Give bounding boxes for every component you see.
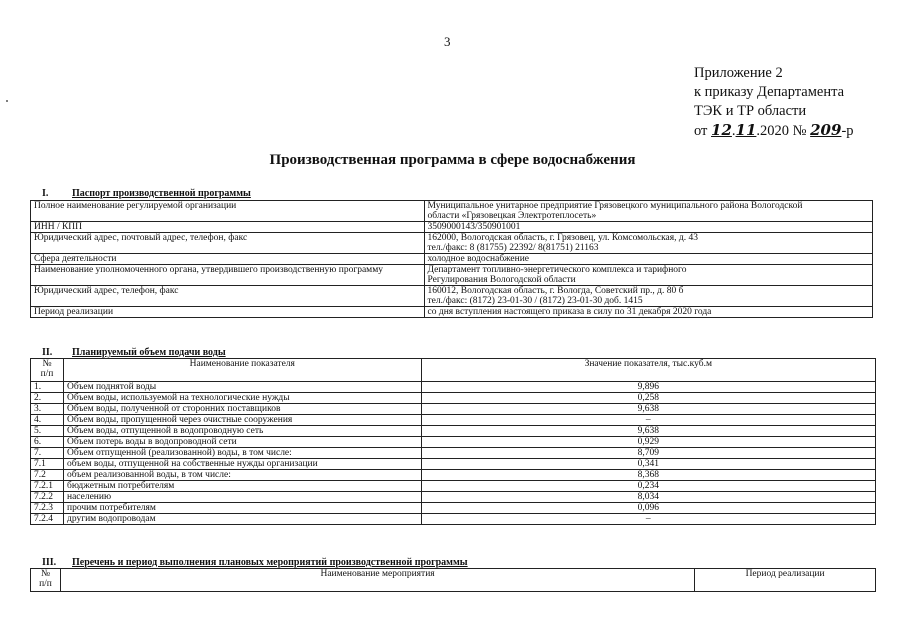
- row-value: –: [421, 415, 875, 426]
- table-row: [31, 286, 873, 307]
- passport-value-line1: 162000, Вологодская область, г. Грязовец, ул. Комсомольская, д. 43: [427, 233, 698, 243]
- passport-value: [424, 233, 872, 254]
- table-row: [31, 459, 876, 470]
- row-number: 6.: [31, 437, 64, 448]
- section-1-heading: [42, 188, 251, 199]
- row-name: другим водопроводам: [63, 514, 421, 525]
- passport-value-line2: тел./факс: (8172) 23-01-30 / (8172) 23-01-30 доб. 1415: [427, 296, 643, 306]
- table-row: [31, 404, 876, 415]
- table-row: [31, 503, 876, 514]
- passport-value: [424, 265, 872, 286]
- passport-value-line1: со дня вступления настоящего приказа в силу по 31 декабря 2020 года: [427, 307, 712, 317]
- table-row: [31, 514, 876, 525]
- table-row: [31, 254, 873, 265]
- date-prefix: от: [694, 123, 708, 139]
- header-num-line2: п/п: [40, 369, 54, 379]
- table-row: [31, 448, 876, 459]
- header-name: Наименование показателя: [63, 359, 421, 382]
- header-value: Значение показателя, тыс.куб.м: [421, 359, 875, 382]
- row-number: 7.2: [31, 470, 64, 481]
- passport-value: [424, 254, 872, 265]
- passport-value: [424, 222, 872, 233]
- passport-value: [424, 307, 872, 318]
- table-row: [31, 492, 876, 503]
- row-value: 0,096: [421, 503, 875, 514]
- row-name: Объем воды, используемой на технологические нужды: [63, 393, 421, 404]
- passport-label: Наименование уполномоченного органа, утвердившего производственную программу: [31, 265, 425, 286]
- row-value: 9,638: [421, 404, 875, 415]
- row-value: 8,034: [421, 492, 875, 503]
- passport-value-line1: 3509000143/350901001: [427, 222, 521, 232]
- row-name: Объем поднятой воды: [63, 382, 421, 393]
- section-1-title: Паспорт производственной программы: [72, 188, 251, 199]
- row-number: 7.2.1: [31, 481, 64, 492]
- passport-value-line2: тел./факс: 8 (81755) 22392/ 8(81751) 21163: [427, 243, 599, 253]
- row-value: 0,234: [421, 481, 875, 492]
- passport-value-line2: Регулирования Вологодской области: [427, 275, 576, 285]
- table-row: [31, 265, 873, 286]
- row-number: 7.2.3: [31, 503, 64, 514]
- header-num: [31, 569, 61, 592]
- passport-label: Период реализации: [31, 307, 425, 318]
- appendix-line-2: к приказу Департамента: [694, 84, 845, 100]
- row-name: объем реализованной воды, в том числе:: [63, 470, 421, 481]
- table-row: [31, 307, 873, 318]
- passport-table: [30, 200, 873, 318]
- appendix-order-line: от 12.11.2020 № 209-р: [694, 121, 854, 139]
- header-name: Наименование мероприятия: [60, 569, 694, 592]
- table-row: [31, 426, 876, 437]
- passport-value-line1: 160012, Вологодская область, г. Вологда, Советский пр., д. 80 б: [427, 286, 684, 296]
- section-2-number: II.: [42, 347, 53, 358]
- passport-label: Юридический адрес, почтовый адрес, телефон, факс: [31, 233, 425, 254]
- row-name: Объем воды, отпущенной в водопроводную сеть: [63, 426, 421, 437]
- handwritten-order-number: 209: [810, 121, 842, 139]
- row-value: –: [421, 514, 875, 525]
- header-num: [31, 359, 64, 382]
- header-num-line2: п/п: [39, 579, 52, 589]
- section-3-number: III.: [42, 557, 57, 568]
- row-value: 0,258: [421, 393, 875, 404]
- passport-value: [424, 201, 872, 222]
- section-1-number: I.: [42, 188, 49, 199]
- passport-value-line2: области «Грязовецкая Электротеплосеть»: [427, 211, 597, 221]
- row-value: 8,709: [421, 448, 875, 459]
- header-num-line1: №: [40, 569, 51, 579]
- row-name: бюджетным потребителям: [63, 481, 421, 492]
- table-row: [31, 201, 873, 222]
- row-name: прочим потребителям: [63, 503, 421, 514]
- document-title: Производственная программа в сфере водоснабжения: [269, 152, 636, 168]
- row-value: 0,929: [421, 437, 875, 448]
- appendix-line-1: Приложение 2: [694, 65, 783, 81]
- row-number: 7.1: [31, 459, 64, 470]
- table-row: [31, 481, 876, 492]
- row-value: 8,368: [421, 470, 875, 481]
- passport-value-line1: холодное водоснабжение: [427, 254, 529, 264]
- section-2-title: Планируемый объем подачи воды: [72, 347, 226, 358]
- table-row: [31, 470, 876, 481]
- table-header-row: [31, 359, 876, 382]
- passport-value-line1: Департамент топливно-энергетического комплекса и тарифного: [427, 265, 687, 275]
- row-number: 7.: [31, 448, 64, 459]
- passport-value: [424, 286, 872, 307]
- activities-table: [30, 568, 876, 592]
- row-number: 4.: [31, 415, 64, 426]
- header-period: Период реализации: [695, 569, 876, 592]
- passport-label: Юридический адрес, телефон, факс: [31, 286, 425, 307]
- row-name: объем воды, отпущенной на собственные нужды организации: [63, 459, 421, 470]
- section-2-heading: [42, 347, 226, 358]
- row-name: Объем воды, пропущенной через очистные сооружения: [63, 415, 421, 426]
- page-number: 3: [444, 34, 451, 49]
- row-number: 2.: [31, 393, 64, 404]
- table-row: [31, 233, 873, 254]
- scan-speck: [6, 100, 8, 102]
- row-number: 3.: [31, 404, 64, 415]
- passport-label: Полное наименование регулируемой организации: [31, 201, 425, 222]
- order-suffix: -р: [841, 123, 854, 139]
- table-row: [31, 222, 873, 233]
- row-name: Объем воды, полученной от сторонних поставщиков: [63, 404, 421, 415]
- handwritten-day: 12: [711, 121, 732, 139]
- header-num-line1: №: [42, 359, 52, 369]
- passport-label: ИНН / КПП: [31, 222, 425, 233]
- appendix-header: [694, 64, 854, 141]
- passport-value-line1: Муниципальное унитарное предприятие Грязовецкого муниципального района Вологодской: [427, 201, 803, 211]
- row-name: населению: [63, 492, 421, 503]
- table-row: [31, 382, 876, 393]
- row-value: 9,638: [421, 426, 875, 437]
- row-number: 5.: [31, 426, 64, 437]
- table-header-row: [31, 569, 876, 592]
- table-row: [31, 415, 876, 426]
- row-number: 1.: [31, 382, 64, 393]
- table-row: [31, 437, 876, 448]
- section-3-title: Перечень и период выполнения плановых мероприятий производственной программы: [72, 557, 468, 568]
- row-name: Объем потерь воды в водопроводной сети: [63, 437, 421, 448]
- row-value: 9,896: [421, 382, 875, 393]
- row-name: Объем отпущенной (реализованной) воды, в том числе:: [63, 448, 421, 459]
- table-row: [31, 393, 876, 404]
- row-number: 7.2.4: [31, 514, 64, 525]
- appendix-line-3: ТЭК и ТР области: [694, 103, 807, 119]
- section-3-heading: [42, 557, 468, 568]
- handwritten-month: 11: [735, 121, 757, 139]
- row-number: 7.2.2: [31, 492, 64, 503]
- row-value: 0,341: [421, 459, 875, 470]
- year-part: .2020 №: [756, 123, 807, 139]
- water-volume-table: [30, 358, 876, 525]
- passport-label: Сфера деятельности: [31, 254, 425, 265]
